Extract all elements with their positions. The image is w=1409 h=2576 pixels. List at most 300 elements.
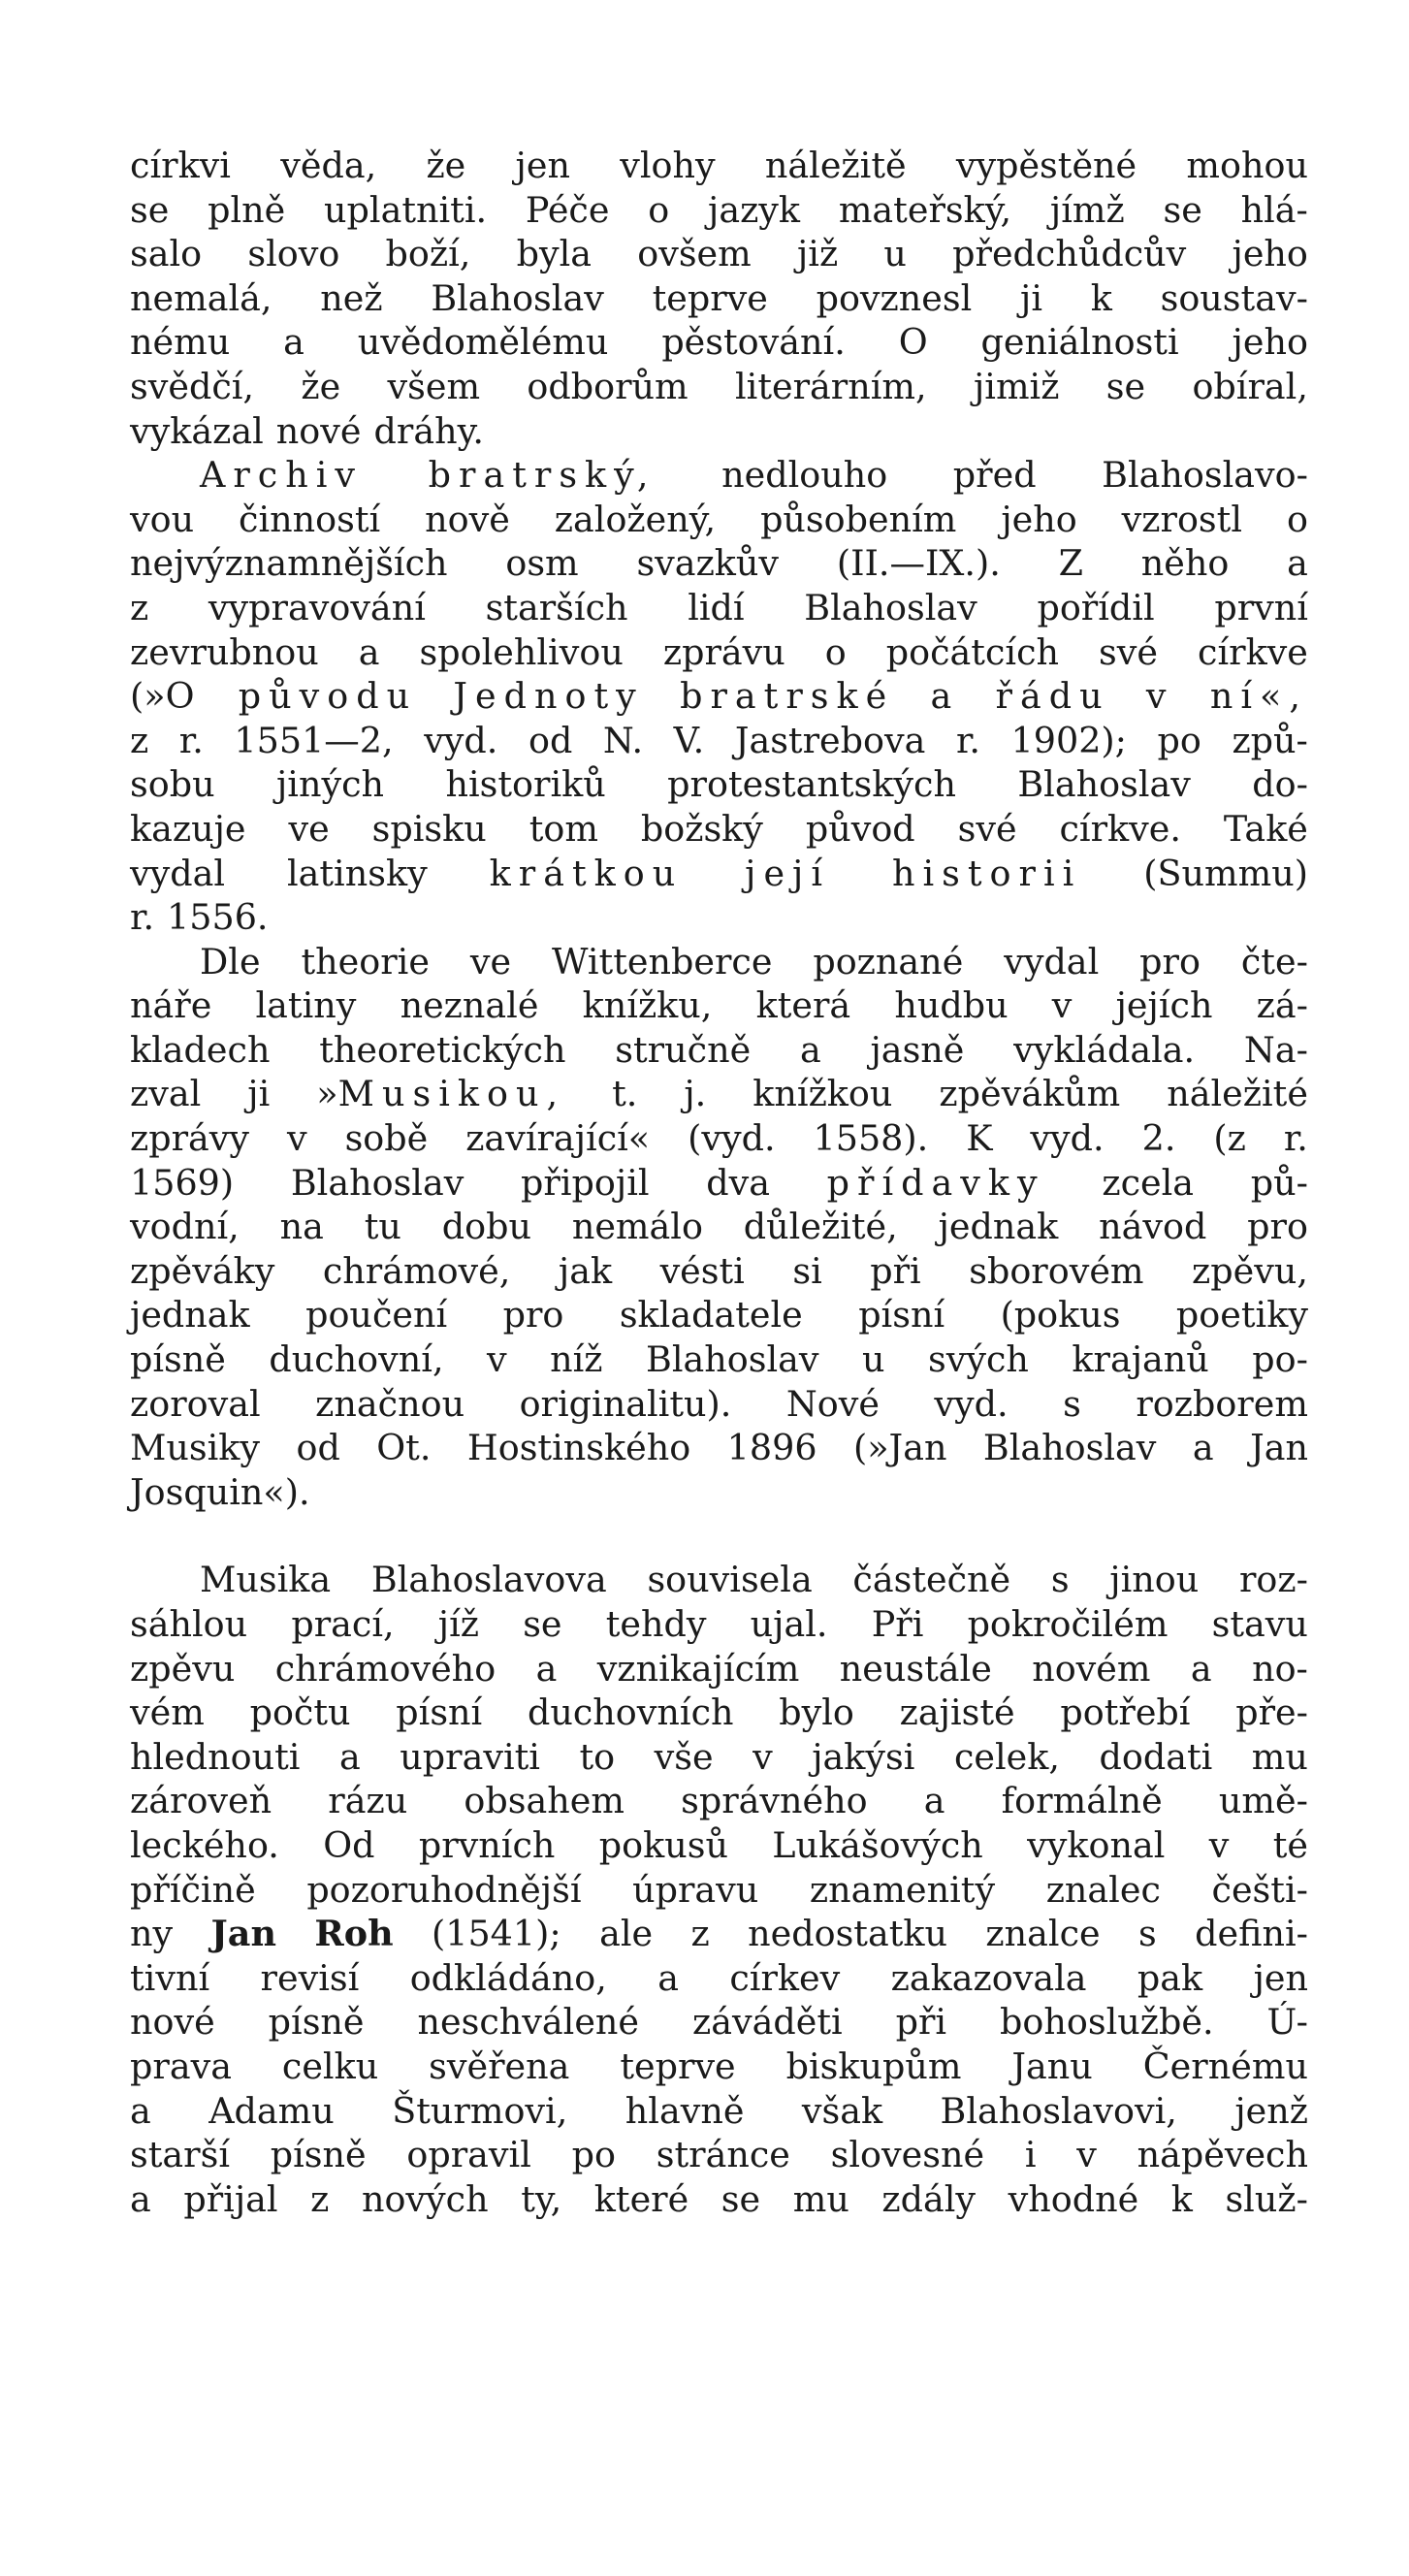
- word: a: [930, 675, 960, 718]
- word: sobu: [130, 763, 215, 806]
- word: jak: [558, 1249, 613, 1292]
- word: řádu: [995, 675, 1110, 718]
- word: uplatniti.: [324, 188, 488, 231]
- word: neschválené: [417, 2001, 640, 2044]
- word: Na-: [1243, 1028, 1308, 1071]
- text-line: [130, 2089, 1308, 2134]
- word: poznané: [813, 940, 964, 982]
- word: nápěvech: [1137, 2134, 1308, 2176]
- text-line: [130, 1249, 1308, 1294]
- word: pokusů: [598, 1823, 728, 1866]
- word: hlednouti: [130, 1735, 301, 1778]
- word: (1541);: [432, 1913, 561, 1955]
- word: jen: [515, 145, 570, 186]
- text-line: [130, 1735, 1308, 1780]
- word: t.: [612, 1073, 638, 1115]
- word: v: [1145, 675, 1174, 718]
- word: prvních: [418, 1823, 556, 1866]
- word: stručně: [615, 1028, 752, 1071]
- word: vydal: [130, 852, 226, 894]
- word: soustav-: [1160, 276, 1308, 319]
- word: písně: [270, 2134, 367, 2176]
- word: a: [657, 1956, 679, 1999]
- text-line: [130, 2000, 1308, 2045]
- word: Archiv: [200, 454, 364, 497]
- word: kazuje: [130, 807, 246, 850]
- word: Blahoslav: [1017, 763, 1191, 806]
- text-line: [130, 498, 1308, 542]
- word: N.: [602, 719, 644, 761]
- word: Musika: [200, 1559, 332, 1601]
- word: nedlouho: [721, 454, 888, 497]
- word: všem: [387, 365, 481, 407]
- word: starších: [485, 586, 628, 628]
- word: jazyk: [708, 188, 801, 231]
- word: přijal: [183, 2177, 278, 2220]
- word: chrámové,: [322, 1249, 511, 1292]
- word: zpěvákům: [939, 1073, 1121, 1115]
- word: jednak: [938, 1206, 1059, 1248]
- word: jiných: [275, 763, 385, 806]
- word: písní: [858, 1294, 945, 1336]
- word: latinsky: [286, 852, 428, 894]
- word: bylo: [779, 1691, 854, 1734]
- word: Janu: [1011, 2045, 1093, 2087]
- word: částečně: [852, 1559, 1011, 1601]
- word: o: [648, 188, 670, 231]
- word: jednak: [130, 1294, 250, 1336]
- word: jeho: [1232, 233, 1308, 275]
- text-line: [130, 1602, 1308, 1647]
- word: se: [523, 1603, 562, 1645]
- word: celek,: [953, 1735, 1060, 1778]
- word: vykládala.: [1013, 1028, 1196, 1071]
- text-line: [130, 1382, 1308, 1427]
- word: počtu: [249, 1691, 351, 1734]
- word: jenž: [1234, 2089, 1308, 2132]
- word: Blahoslavova: [370, 1559, 607, 1601]
- word: osm: [505, 542, 579, 585]
- word: dráhy.: [373, 409, 484, 452]
- text-line: [130, 1293, 1308, 1337]
- word: si: [792, 1249, 822, 1292]
- word: při: [870, 1249, 921, 1292]
- word: sobě: [344, 1117, 429, 1160]
- word: spolehlivou: [419, 630, 624, 673]
- word: hlá-: [1240, 188, 1308, 231]
- word: u: [883, 233, 907, 275]
- paragraph: [130, 144, 1308, 453]
- word: leckého.: [130, 1823, 279, 1866]
- word: biskupům: [785, 2045, 962, 2087]
- word: níž: [550, 1338, 603, 1381]
- word: knížkou: [753, 1073, 893, 1115]
- text-line: [130, 807, 1308, 852]
- text-line: [130, 1205, 1308, 1249]
- word: mohou: [1186, 145, 1308, 186]
- word: s: [1050, 1559, 1070, 1601]
- word: na: [279, 1206, 324, 1248]
- word: »Musikou,: [316, 1073, 566, 1115]
- word: r.: [955, 719, 980, 761]
- word: novém: [1032, 1647, 1151, 1690]
- word: revisí: [260, 1956, 360, 1999]
- word: (»Jan: [852, 1427, 947, 1469]
- word: uvědomělému: [357, 321, 609, 364]
- word: již: [796, 233, 839, 275]
- word: vyd.: [1030, 1117, 1105, 1160]
- word: jeho: [1001, 498, 1077, 540]
- word: nových: [361, 2177, 489, 2220]
- word: Jan: [1250, 1427, 1308, 1469]
- word: V.: [673, 719, 705, 761]
- word: od: [528, 719, 573, 761]
- word: ale: [599, 1913, 654, 1955]
- word: Také: [1223, 807, 1308, 850]
- word: a: [535, 1647, 558, 1690]
- word: Nové: [785, 1382, 880, 1425]
- word: mu: [792, 2177, 849, 2220]
- word: Šturmovi,: [392, 2089, 568, 2132]
- word: Ú-: [1266, 2001, 1308, 2044]
- word: 1569): [130, 1161, 235, 1204]
- word: dobu: [441, 1206, 531, 1248]
- word: hudbu: [894, 984, 1009, 1027]
- word: zprávy: [130, 1117, 250, 1160]
- word: (»O: [130, 675, 203, 718]
- word: krajanů: [1072, 1338, 1209, 1381]
- word: úpravu: [632, 1868, 759, 1911]
- word: zpěvu: [130, 1647, 236, 1690]
- word: 1551—2,: [234, 719, 394, 761]
- word: opravil: [406, 2134, 531, 2176]
- word: v: [1208, 1823, 1230, 1866]
- word: ní«,: [1209, 675, 1308, 718]
- word: připojil: [521, 1161, 650, 1204]
- word: náře: [130, 984, 212, 1027]
- word: božský: [640, 807, 763, 850]
- word: češti-: [1211, 1868, 1308, 1911]
- word: pěstování.: [661, 321, 846, 364]
- word: a: [1192, 1427, 1214, 1469]
- word: a: [338, 1735, 361, 1778]
- word: Blahoslav: [646, 1338, 819, 1381]
- word: a: [799, 1028, 821, 1071]
- word: nově: [425, 498, 510, 540]
- word: prací,: [291, 1603, 395, 1645]
- text-line: [130, 144, 1308, 188]
- text-line: [130, 1956, 1308, 2001]
- word: 1558).: [813, 1117, 929, 1160]
- text-line: [130, 674, 1308, 719]
- word: j.: [684, 1073, 707, 1115]
- word: boží,: [385, 233, 471, 275]
- word: vypěstěné: [955, 145, 1137, 186]
- word: působením: [760, 498, 957, 540]
- word: bohoslužbě.: [1000, 2001, 1214, 2044]
- word: se: [1163, 188, 1202, 231]
- word: správného: [681, 1780, 868, 1822]
- word: vhodné: [1008, 2177, 1139, 2220]
- word: církve: [1198, 630, 1308, 673]
- word: u: [862, 1338, 885, 1381]
- word: zpěvu,: [1192, 1249, 1308, 1292]
- word: salo: [130, 233, 203, 275]
- text-line: [130, 983, 1308, 1028]
- text-line: [130, 1426, 1308, 1470]
- word: předchůdcův: [952, 233, 1187, 275]
- word: se: [130, 188, 170, 231]
- word: náležitě: [764, 145, 907, 186]
- word: souvisela: [647, 1559, 813, 1601]
- word: zá-: [1256, 984, 1308, 1027]
- word: že: [426, 145, 466, 186]
- text-line: [130, 719, 1308, 763]
- word: no-: [1252, 1647, 1308, 1690]
- word: náležité: [1167, 1073, 1308, 1115]
- word: skladatele: [619, 1294, 803, 1336]
- word: vydal: [1004, 940, 1100, 982]
- word: jen: [1253, 1956, 1308, 1999]
- word: se: [721, 2177, 761, 2220]
- word: Lukášových: [772, 1823, 983, 1866]
- word: jinou: [1109, 1559, 1200, 1601]
- word: roz-: [1238, 1559, 1308, 1601]
- word: po-: [1252, 1338, 1308, 1381]
- word: umě-: [1218, 1780, 1308, 1822]
- word: služ-: [1225, 2177, 1308, 2220]
- word: 1896: [726, 1427, 817, 1469]
- word: zavírající«: [465, 1117, 651, 1160]
- word: zoroval: [130, 1382, 261, 1425]
- page-text: [130, 144, 1308, 2221]
- word: Wittenberce: [551, 940, 773, 982]
- word: jeho: [1232, 321, 1308, 364]
- word: Blahoslav: [982, 1427, 1157, 1469]
- text-line: [130, 1072, 1308, 1116]
- text-line: [130, 409, 1308, 454]
- word: Blahoslav: [290, 1161, 464, 1204]
- word: zpěváky: [130, 1249, 275, 1292]
- word: které: [593, 2177, 689, 2220]
- word: své: [1099, 630, 1158, 673]
- word: pů-: [1250, 1161, 1308, 1204]
- word: záváděti: [691, 2001, 843, 2044]
- word: zdály: [881, 2177, 977, 2220]
- word: ji: [1020, 276, 1043, 319]
- word: tu: [364, 1206, 401, 1248]
- word: pro: [1139, 940, 1201, 982]
- text-line: [130, 2045, 1308, 2089]
- word: geniálnosti: [980, 321, 1179, 364]
- word: činností: [239, 498, 381, 540]
- word: Josquin«).: [130, 1470, 310, 1513]
- word: pořídil: [1037, 586, 1155, 628]
- word: která: [755, 984, 851, 1027]
- word: svědčí,: [130, 365, 255, 407]
- word: jimiž: [973, 365, 1060, 407]
- word: (Summu): [1143, 852, 1308, 894]
- text-line: [130, 1647, 1308, 1691]
- word: Péče: [525, 188, 610, 231]
- word: vodní,: [130, 1206, 240, 1248]
- word: zevrubnou: [130, 630, 319, 673]
- paragraph-gap: [130, 1514, 1308, 1558]
- word: a: [130, 2177, 151, 2220]
- word: r.: [178, 719, 204, 761]
- word: nedostatku: [748, 1913, 948, 1955]
- text-line: [130, 276, 1308, 321]
- word: zcela: [1102, 1161, 1195, 1204]
- word: bratrské: [680, 675, 895, 718]
- word: ji: [247, 1073, 271, 1115]
- word: dva: [706, 1161, 770, 1204]
- text-line: [130, 320, 1308, 365]
- word: založený,: [554, 498, 717, 540]
- word: sborovém: [969, 1249, 1144, 1292]
- word: ve: [288, 807, 330, 850]
- word: originalitu).: [519, 1382, 732, 1425]
- word: při: [895, 2001, 947, 2044]
- word: tehdy: [605, 1603, 707, 1645]
- word: byla: [516, 233, 592, 275]
- word: něho: [1140, 542, 1230, 585]
- paragraph: [130, 940, 1308, 1515]
- word: v: [1051, 984, 1073, 1027]
- word: defini-: [1195, 1913, 1308, 1955]
- word: poetiky: [1175, 1294, 1308, 1336]
- word: té: [1272, 1823, 1308, 1866]
- word: kladech: [130, 1028, 271, 1071]
- word: Ot.: [376, 1427, 432, 1469]
- word: zval: [130, 1073, 202, 1115]
- word: Blahoslavovi,: [940, 2089, 1177, 2132]
- word: Musiky: [130, 1427, 261, 1469]
- text-line: [130, 2133, 1308, 2177]
- word: ovšem: [637, 233, 752, 275]
- word: písní: [396, 1691, 483, 1734]
- word: k: [1170, 2177, 1193, 2220]
- word: vykonal: [1027, 1823, 1166, 1866]
- word: O: [898, 321, 928, 364]
- word: hlavně: [624, 2089, 745, 2132]
- text-line: [130, 852, 1308, 896]
- word: příčině: [130, 1868, 256, 1911]
- word: teprve: [620, 2045, 736, 2087]
- word: se: [1105, 365, 1146, 407]
- word: 1902);: [1010, 719, 1127, 761]
- word: nemalá,: [130, 276, 272, 319]
- word: její: [745, 852, 831, 894]
- word: vykázal: [130, 409, 264, 452]
- word: literárním,: [734, 365, 927, 407]
- word: způ-: [1232, 719, 1308, 761]
- word: theoretických: [319, 1028, 566, 1071]
- word: svých: [928, 1338, 1029, 1381]
- word: Od: [323, 1823, 375, 1866]
- word: Z: [1058, 542, 1084, 585]
- word: bratrský,: [428, 454, 656, 497]
- word: a: [923, 1780, 945, 1822]
- word: slovesné: [830, 2134, 985, 2176]
- text-line: [130, 1161, 1308, 1206]
- word: i: [1024, 2134, 1037, 2176]
- word: a: [283, 321, 304, 364]
- word: vzrostl: [1121, 498, 1243, 540]
- word: v: [1076, 2134, 1097, 2176]
- word: tivní: [130, 1956, 210, 1999]
- text-line: [130, 940, 1308, 984]
- text-line: [130, 1558, 1308, 1602]
- text-line: [130, 232, 1308, 276]
- text-line: [130, 1470, 1308, 1515]
- word: vyd.: [934, 1382, 1009, 1425]
- word: znalce: [985, 1913, 1101, 1955]
- word: r.: [1283, 1117, 1308, 1160]
- text-line: [130, 1779, 1308, 1823]
- word: vyd.: [424, 719, 498, 761]
- word: Černému: [1142, 2045, 1308, 2087]
- word: v: [753, 1735, 773, 1778]
- word: a: [358, 630, 380, 673]
- text-line: [130, 453, 1308, 498]
- word: celku: [281, 2045, 379, 2087]
- word: po: [1157, 719, 1201, 761]
- word: po: [571, 2134, 616, 2176]
- word: od: [296, 1427, 340, 1469]
- word: mateřský,: [838, 188, 1012, 231]
- word: chrámového: [274, 1647, 496, 1690]
- word: knížku,: [582, 984, 713, 1027]
- word: spisku: [371, 807, 487, 850]
- word: jakýsi: [812, 1735, 915, 1778]
- word: obíral,: [1192, 365, 1308, 407]
- word: do-: [1252, 763, 1308, 806]
- word: duchovní,: [269, 1338, 444, 1381]
- word: neustále: [839, 1647, 992, 1690]
- word: Jan: [210, 1913, 276, 1955]
- word: čte-: [1240, 940, 1308, 982]
- word: K: [966, 1117, 993, 1160]
- word: krátkou: [489, 852, 684, 894]
- word: nejvýznamnějších: [130, 542, 448, 585]
- text-line: [130, 1868, 1308, 1913]
- word: jejích: [1115, 984, 1213, 1027]
- word: vém: [130, 1691, 205, 1734]
- word: pokročilém: [967, 1603, 1169, 1645]
- word: pro: [1247, 1206, 1308, 1248]
- word: obsahem: [464, 1780, 624, 1822]
- word: teprve: [652, 276, 768, 319]
- word: (vyd.: [688, 1117, 776, 1160]
- word: znamenitý: [809, 1868, 996, 1911]
- paragraph: [130, 453, 1308, 940]
- word: zakazovala: [890, 1956, 1087, 1999]
- word: starší: [130, 2134, 231, 2176]
- word: pak: [1137, 1956, 1203, 1999]
- word: před: [952, 454, 1037, 497]
- word: pozoruhodnější: [306, 1868, 582, 1911]
- word: svěřena: [429, 2045, 570, 2087]
- word: původ: [805, 807, 915, 850]
- word: vou: [130, 498, 195, 540]
- word: a: [130, 2089, 151, 2132]
- text-line: [130, 365, 1308, 409]
- word: vlohy: [620, 145, 716, 186]
- text-line: [130, 1337, 1308, 1382]
- word: odkládáno,: [409, 1956, 607, 1999]
- word: zároveň: [130, 1780, 272, 1822]
